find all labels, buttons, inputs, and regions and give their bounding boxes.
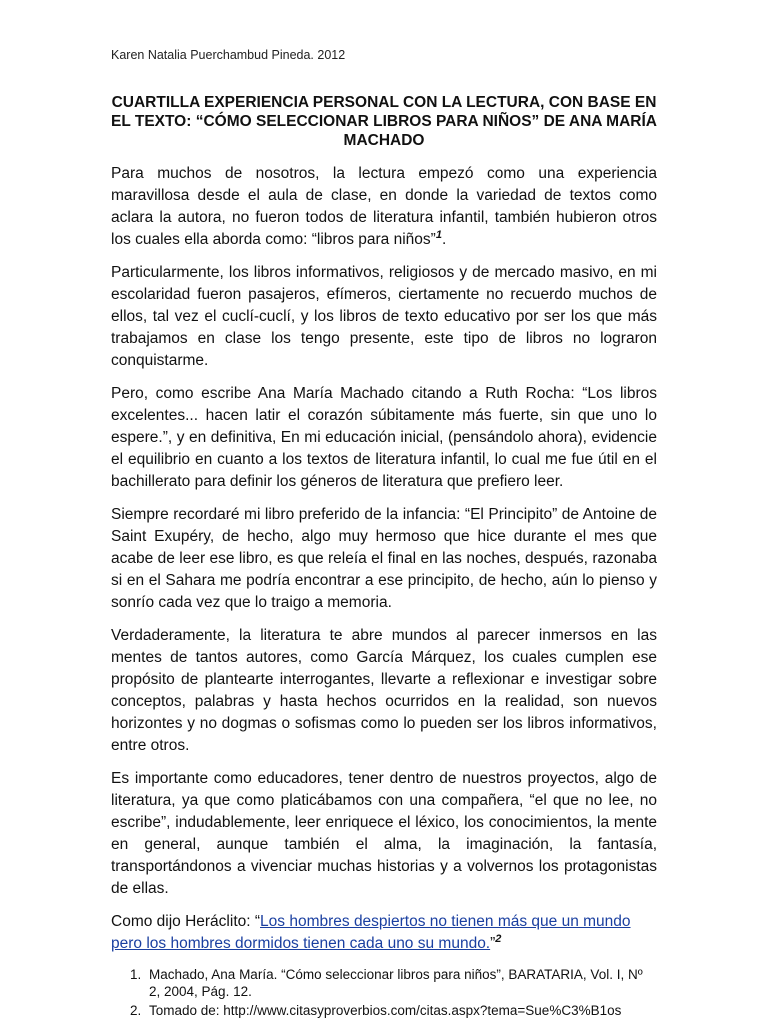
footnotes-list [111, 966, 657, 1019]
paragraph-2: Particularmente, los libros informativos, religiosos y de mercado masivo, en mi escolaridad fueron pasajeros, efímeros, ciertamente no recuerdo muchos de ellos, tal vez el cuclí-cuclí, y los libros de texto educativo por ser los que más trabajamos en clase los tengo presente, este tipo de libros no lograron conquistarme. [111, 264, 657, 369]
document-title [111, 93, 657, 150]
footnote-item: 1. Machado, Ana María. “Cómo seleccionar libros para niños”, BARATARIA, Vol. I, Nº 2, 2004, Pág. 12. [145, 966, 657, 1000]
title-line-2: EL TEXTO: “CÓMO SELECCIONAR LIBROS PARA NIÑOS” DE ANA MARÍA [111, 113, 657, 130]
title-line-3: MACHADO [343, 132, 425, 149]
heraclito-quote-link[interactable]: Los hombres despiertos no tienen más que un mundo pero los hombres dormidos tienen cada uno su mundo. [111, 913, 631, 952]
paragraph-1-text: Para muchos de nosotros, la lectura empezó como una experiencia maravillosa desde el aula de clase, en donde la variedad de textos como aclara la autora, no fueron todos de literatura infantil, también hubieron otros los cuales ella aborda como: “libros para niños” [111, 165, 657, 248]
paragraph-6: Es importante como educadores, tener dentro de nuestros proyectos, algo de literatura, ya que como platicábamos con una compañera, “el que no lee, no escribe”, indudablemente, leer enriquece el léxico, los conocimientos, la mente en general, aunque también el alma, la imaginación, la fantasía, transportándonos a vivenciar muchas historias y a volvernos los protagonistas de ellas. [111, 770, 657, 897]
paragraph-7 [111, 911, 657, 955]
footnote-ref-2[interactable]: 2 [495, 932, 502, 945]
paragraph-7-close: ” [490, 935, 496, 952]
paragraph-4: Siempre recordaré mi libro preferido de la infancia: “El Principito” de Antoine de Saint Exupéry, de hecho, algo muy hermoso que hice durante el mes que acabe de leer ese libro, es que releía el final en las noches, después, razonaba si en el Sahara me podría encontrar a ese principito, de hecho, aún lo pienso y sonrío cada vez que lo traigo a memoria. [111, 506, 657, 611]
header-author-line: Karen Natalia Puerchambud Pineda. 2012 [111, 48, 346, 62]
paragraph-1 [111, 163, 657, 251]
footnote-item: 2. Tomado de: http://www.citasyproverbios.com/citas.aspx?tema=Sue%C3%B1os [145, 1002, 657, 1019]
paragraph-1-end: . [441, 231, 447, 248]
paragraph-7-intro: Como dijo Heráclito: “ [111, 913, 261, 930]
footnote-ref-1[interactable]: 1 [435, 228, 442, 241]
paragraph-5: Verdaderamente, la literatura te abre mundos al parecer inmersos en las mentes de tantos autores, como García Márquez, los cuales cumplen ese propósito de plantearte interrogantes, llevarte a reflexionar e investigar sobre conceptos, palabras y hasta hechos ocurridos en la realidad, son nuevos horizontes y no dogmas o sofismas como lo pueden ser los libros informativos, entre otros. [111, 627, 657, 754]
document-body [111, 163, 657, 1021]
title-line-1: CUARTILLA EXPERIENCIA PERSONAL CON LA LECTURA, CON BASE EN [111, 94, 657, 111]
paragraph-3: Pero, como escribe Ana María Machado citando a Ruth Rocha: “Los libros excelentes... hacen latir el corazón súbitamente más fuerte, sin que uno lo espere.”, y en definitiva, En mi educación inicial, (pensándolo ahora), evidencie el equilibrio en cuanto a los textos de literatura infantil, lo cual me fue útil en el bachillerato para definir los géneros de literatura que prefiero leer. [111, 385, 657, 490]
